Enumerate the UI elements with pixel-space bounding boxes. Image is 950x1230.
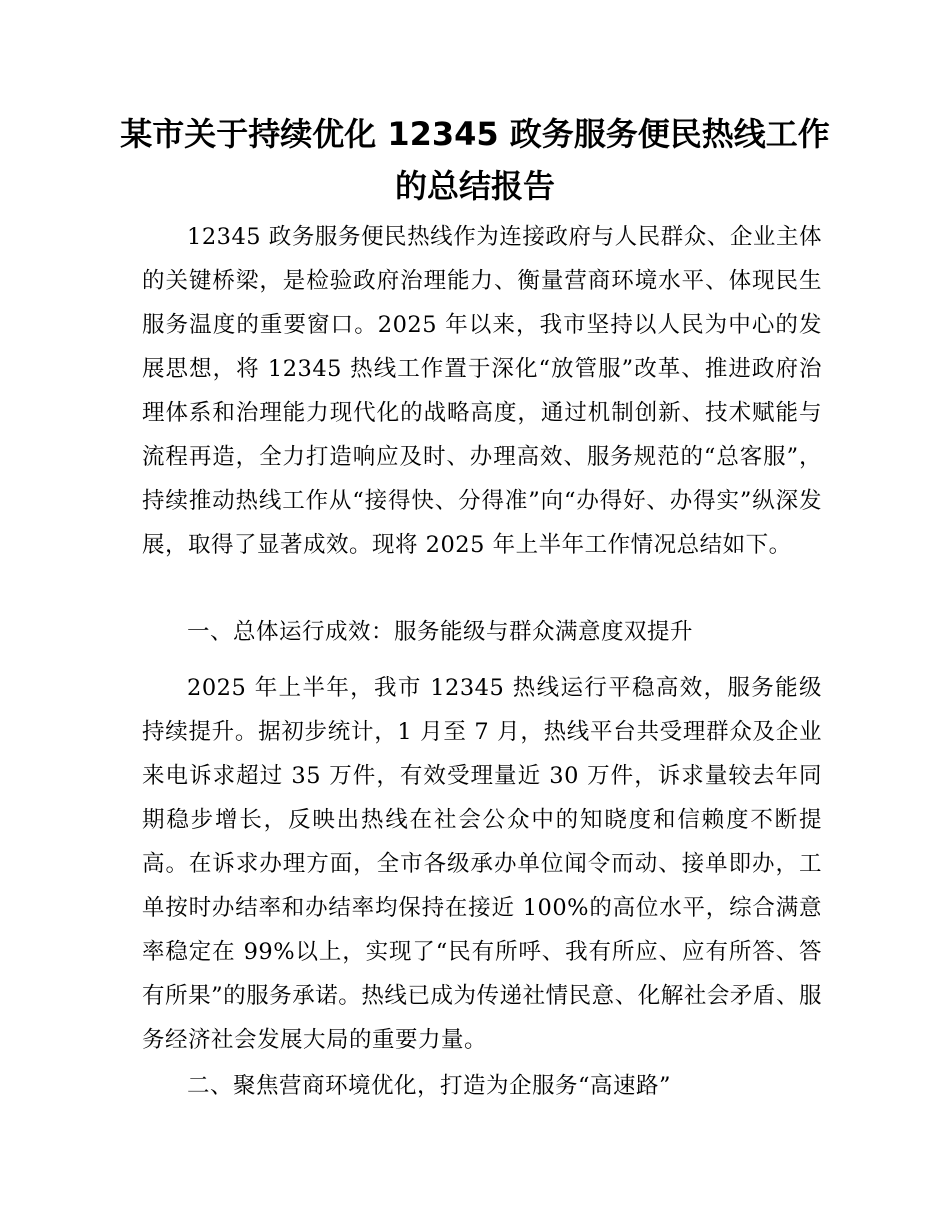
section-1-paragraph: 2025 年上半年，我市 12345 热线运行平稳高效，服务能级持续提升。据初步统计，1 月至 7 月，热线平台共受理群众及企业来电诉求超过 35 万件，有效受理量近 30 万件，诉求量较去年同期稳步增长，反映出热线在社会公众中的知晓度和信赖度不断提高。在诉求办理方面，全市各级承办单位闻令而动、接单即办，工单按时办结率和办结率均保持在接近 100%的高位水平，综合满意率稳定在 99%以上，实现了“民有所呼、我有所应、应有所答、答有所果”的服务承诺。热线已成为传递社情民意、化解社会矛盾、服务经济社会发展大局的重要力量。 — [142, 675, 822, 1053]
section-heading-2: 二、聚焦营商环境优化，打造为企服务“高速路” — [187, 1073, 672, 1099]
section-heading-1: 一、总体运行成效：服务能级与群众满意度双提升 — [187, 619, 694, 645]
document-title: 某市关于持续优化 12345 政务服务便民热线工作的总结报告 — [120, 115, 830, 205]
intro-paragraph: 12345 政务服务便民热线作为连接政府与人民群众、企业主体的关键桥梁，是检验政府治理能力、衡量营商环境水平、体现民生服务温度的重要窗口。2025 年以来，我市坚持以人民为中心的发展思想，将 12345 热线工作置于深化“放管服”改革、推进政府治理体系和治理能力现代化的战略高度，通过机制创新、技术赋能与流程再造，全力打造响应及时、办理高效、服务规范的“总客服”，持续推动热线工作从“接得快、分得准”向“办得好、办得实”纵深发展，取得了显著成效。现将 2025 年上半年工作情况总结如下。 — [142, 224, 822, 558]
